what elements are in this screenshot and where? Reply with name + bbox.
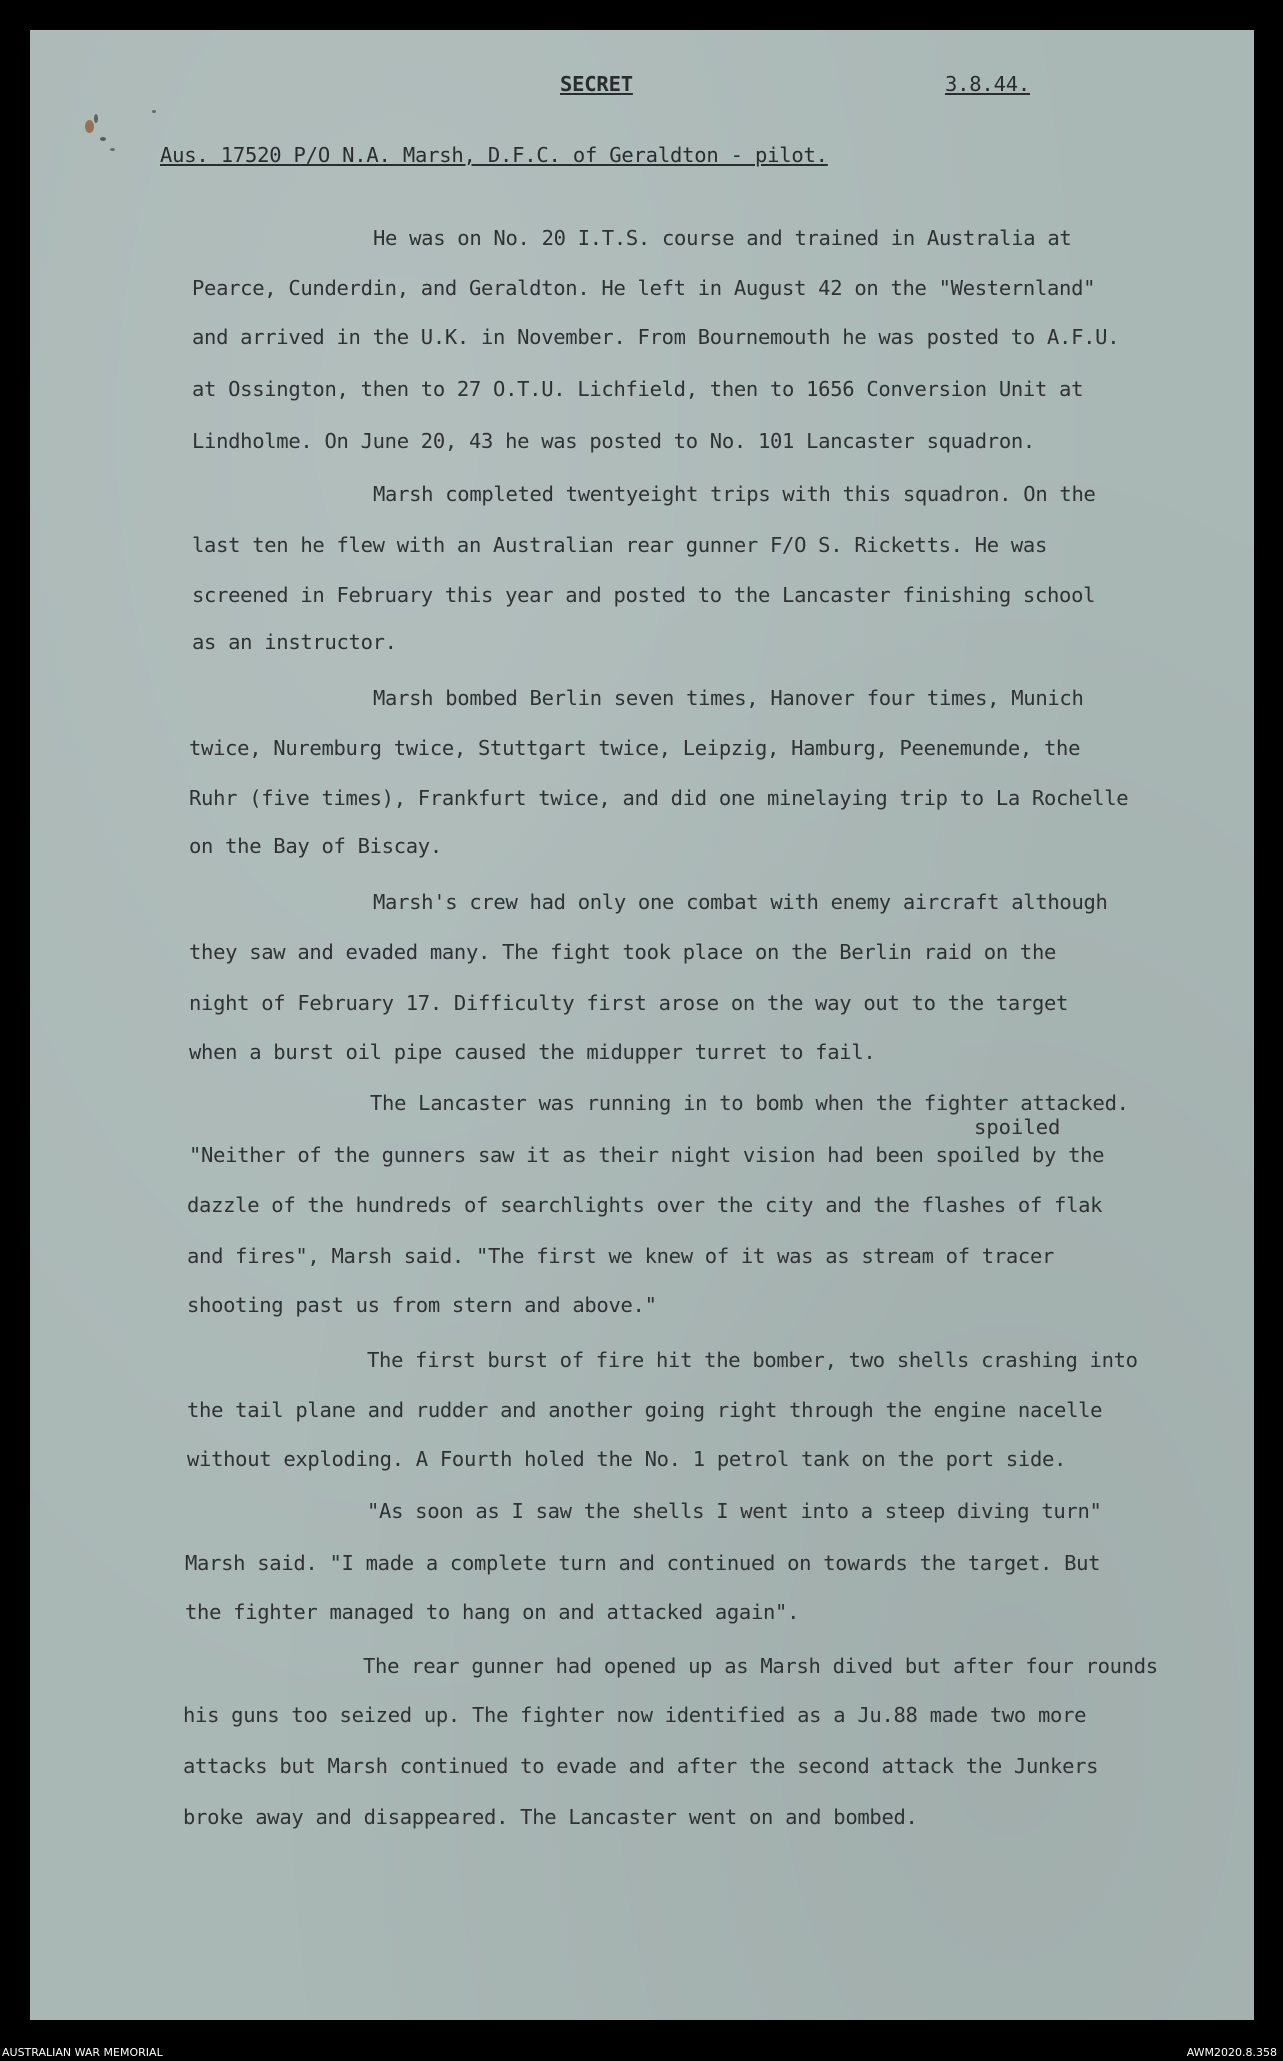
staple-mark [110, 148, 115, 151]
body-line: The rear gunner had opened up as Marsh dived but after four rounds [363, 1654, 1158, 1678]
body-line: the tail plane and rudder and another going right through the engine nacelle [187, 1398, 1103, 1422]
body-line: broke away and disappeared. The Lancaster went on and bombed. [183, 1805, 918, 1829]
body-line: his guns too seized up. The fighter now identified as a Ju.88 made two more [183, 1703, 1087, 1727]
body-line: last ten he flew with an Australian rear gunner F/O S. Ricketts. He was [192, 533, 1047, 557]
body-line: shooting past us from stern and above." [187, 1293, 657, 1317]
body-line: Marsh said. "I made a complete turn and continued on towards the target. But [185, 1551, 1101, 1575]
staple-mark [152, 110, 156, 113]
body-line: they saw and evaded many. The fight took place on the Berlin raid on the [189, 940, 1057, 964]
body-line: Marsh bombed Berlin seven times, Hanover four times, Munich [373, 686, 1084, 710]
body-line: and arrived in the U.K. in November. From Bournemouth he was posted to A.F.U. [192, 325, 1120, 349]
body-line: Lindholme. On June 20, 43 he was posted to No. 101 Lancaster squadron. [192, 429, 1035, 453]
body-line: "As soon as I saw the shells I went into a steep diving turn" [367, 1499, 1102, 1523]
footer-accession-number: AWM2020.8.358 [1186, 2046, 1277, 2059]
body-line: at Ossington, then to 27 O.T.U. Lichfield, then to 1656 Conversion Unit at [192, 377, 1084, 401]
body-line: twice, Nuremburg twice, Stuttgart twice, Leipzig, Hamburg, Peenemunde, the [189, 736, 1081, 760]
classification-label: SECRET [560, 72, 633, 96]
document-date: 3.8.44. [945, 72, 1030, 96]
staple-mark [100, 137, 106, 141]
body-line: night of February 17. Difficulty first arose on the way out to the target [189, 991, 1069, 1015]
rust-stain [85, 120, 94, 133]
body-line: screened in February this year and posted to the Lancaster finishing school [192, 583, 1096, 607]
body-line: Ruhr (five times), Frankfurt twice, and did one minelaying trip to La Rochelle [189, 786, 1129, 810]
body-line: the fighter managed to hang on and attacked again". [185, 1600, 800, 1624]
body-line: and fires", Marsh said. "The first we knew of it was as stream of tracer [187, 1244, 1055, 1268]
body-line: The Lancaster was running in to bomb when the fighter attacked. [370, 1091, 1129, 1115]
document-heading: Aus. 17520 P/O N.A. Marsh, D.F.C. of Geraldton - pilot. [160, 143, 828, 167]
body-line: Marsh's crew had only one combat with enemy aircraft although [373, 890, 1108, 914]
body-line: without exploding. A Fourth holed the No. 1 petrol tank on the port side. [187, 1447, 1067, 1471]
body-line: Pearce, Cunderdin, and Geraldton. He left in August 42 on the "Westernland" [192, 276, 1096, 300]
body-line: as an instructor. [192, 630, 397, 654]
body-line: dazzle of the hundreds of searchlights over the city and the flashes of flak [187, 1193, 1103, 1217]
body-line: on the Bay of Biscay. [189, 834, 442, 858]
handwritten-correction: spoiled [974, 1115, 1061, 1139]
body-line: He was on No. 20 I.T.S. course and trained in Australia at [373, 226, 1072, 250]
body-line: Marsh completed twentyeight trips with this squadron. On the [373, 482, 1096, 506]
footer-institution: AUSTRALIAN WAR MEMORIAL [2, 2046, 163, 2059]
body-line: "Neither of the gunners saw it as their night vision had been spoiled by the [189, 1143, 1105, 1167]
staple-mark [94, 114, 98, 123]
body-line: attacks but Marsh continued to evade and after the second attack the Junkers [183, 1754, 1099, 1778]
body-line: The first burst of fire hit the bomber, two shells crashing into [367, 1348, 1138, 1372]
body-line: when a burst oil pipe caused the midupper turret to fail. [189, 1040, 876, 1064]
